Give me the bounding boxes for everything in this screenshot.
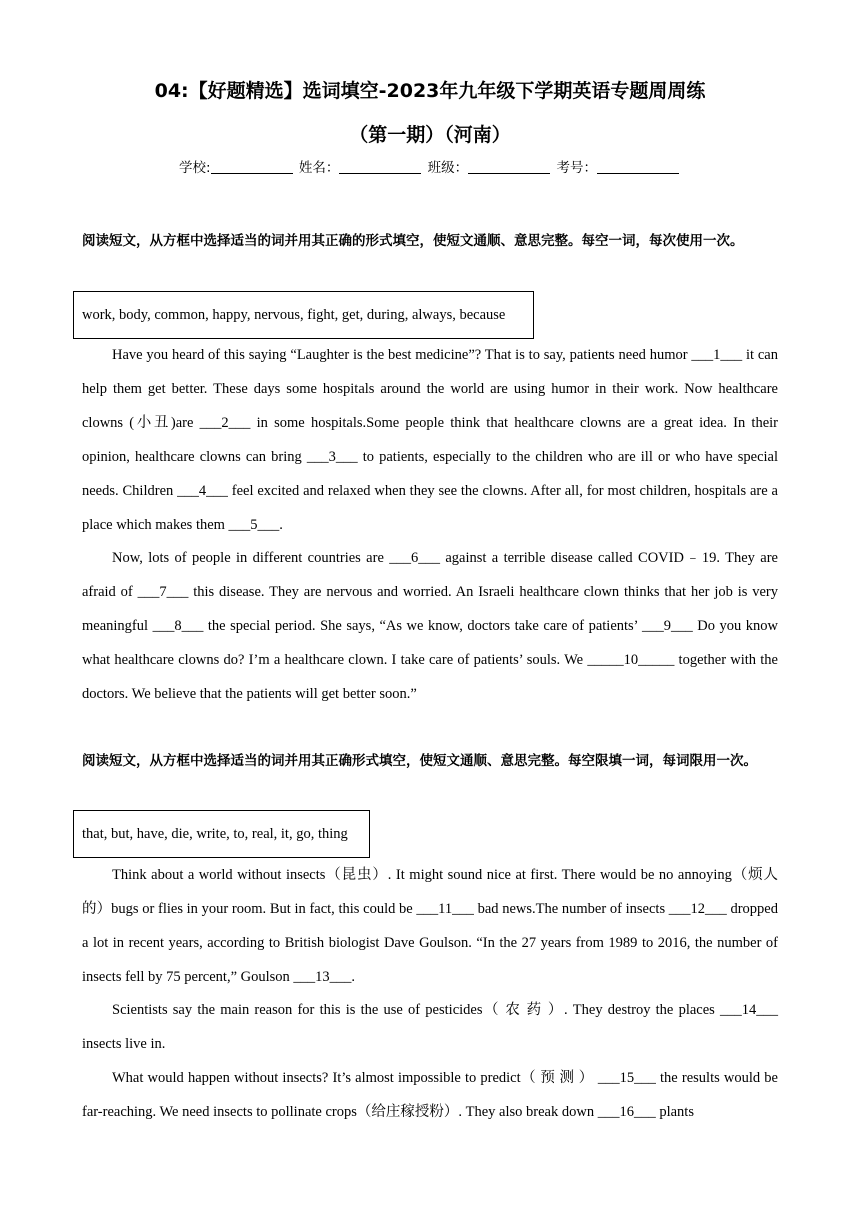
school-label: 学校:: [179, 160, 211, 176]
page-subtitle: （第一期）（河南）: [349, 124, 511, 146]
section2-paragraph-1: Think about a world without insects（昆虫）. It might sound nice at first. There would be no annoying（烦人的）bugs or flies in your room. But in fact, this could be ___11___ bad news.The number of insects ___12___ dropped a lot in recent years, according to British biologist Dave Goulson. “In the 27 years from 1989 to 2016, the number of insects fell by 75 percent,” Goulson ___13___.: [82, 867, 778, 985]
section2-word-box: that, but, have, die, write, to, real, it, go, thing: [73, 810, 370, 858]
section1-paragraph-2: Now, lots of people in different countries are ___6___ against a terrible disease called COVID﹣19. They are afraid of ___7___ this disease. They are nervous and worried. An Israeli healthcare clown thinks that her job is very meaningful ___8___ the special period. She says, “As we know, doctors take care of patients’ ___9___ Do you know what healthcare clowns do? I’m a healthcare clown. I take care of patients’ souls. We _____10_____ together with the doctors. We believe that the patients will get better soon.”: [82, 550, 778, 702]
class-label: 班级：: [427, 160, 469, 176]
section2-paragraph-2: Scientists say the main reason for this is the use of pesticides（ 农 药 ）. They destroy the places ___14___ insects live in.: [82, 1002, 778, 1052]
exam-number-blank[interactable]: [597, 159, 679, 174]
section1-instruction: 阅读短文，从方框中选择适当的词并用其正确的形式填空，使短文通顺、意思完整。每空一词，每次使用一次。: [82, 233, 744, 249]
section1-paragraph-1: Have you heard of this saying “Laughter is the best medicine”? That is to say, patients need humor ___1___ it can help them get better. These days some hospitals around the world are using humor in their work. Now healthcare clowns (小丑)are ___2___ in some hospitals.Some people think that healthcare clowns are a great idea. In their opinion, healthcare clowns can bring ___3___ to patients, especially to the children who are ill or who have special needs. Children ___4___ feel excited and relaxed when they see the clowns. After all, for most children, hospitals are a place which makes them ___5___.: [82, 347, 778, 533]
section2-instruction: 阅读短文，从方框中选择适当的词并用其正确形式填空，使短文通顺、意思完整。每空限填一词，每词限用一次。: [82, 753, 757, 769]
school-blank[interactable]: [211, 159, 293, 174]
name-label: 姓名：: [298, 160, 340, 176]
page-title: 04:【好题精选】选词填空-2023年九年级下学期英语专题周周练: [154, 80, 706, 102]
exam-number-label: 考号：: [556, 160, 597, 176]
section1-word-box: work, body, common, happy, nervous, fight, get, during, always, because: [73, 291, 534, 339]
name-blank[interactable]: [339, 159, 421, 174]
class-blank[interactable]: [468, 159, 550, 174]
student-info-line: [0, 156, 860, 176]
section2-paragraph-3: What would happen without insects? It’s almost impossible to predict（ 预 测 ） ___15___ the results would be far-reaching. We need insects to pollinate crops（给庄稼授粉）. They also break down ___16___ plants: [82, 1070, 778, 1120]
